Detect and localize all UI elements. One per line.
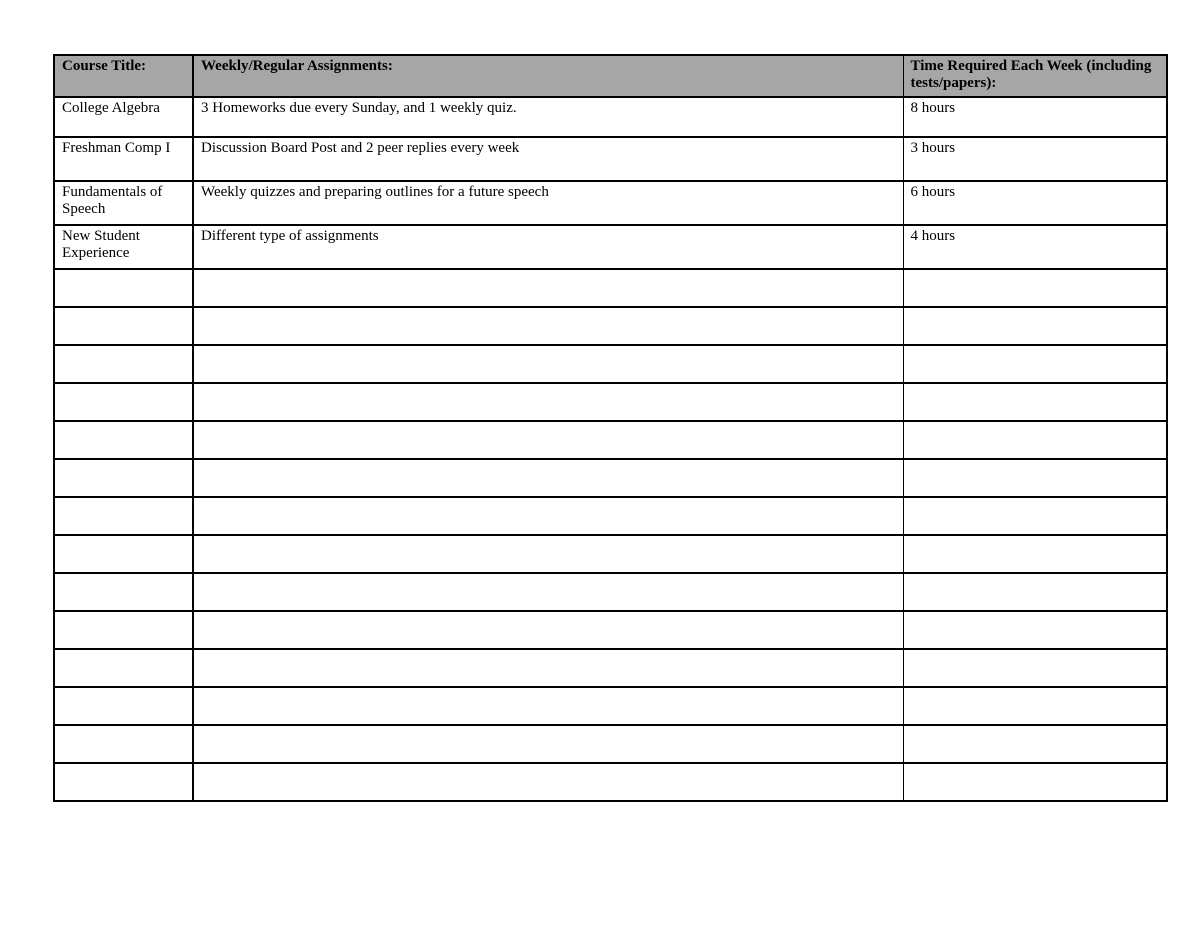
time-required-cell	[903, 421, 1167, 459]
time-required-cell	[903, 535, 1167, 573]
assignments-cell: 3 Homeworks due every Sunday, and 1 weekly quiz.	[193, 97, 903, 137]
time-required-cell	[903, 307, 1167, 345]
table-row	[54, 497, 1167, 535]
header-time-required: Time Required Each Week (including tests/papers):	[903, 55, 1167, 97]
table-row	[54, 181, 1167, 225]
time-required-cell	[903, 725, 1167, 763]
assignments-cell	[193, 725, 903, 763]
assignments-cell	[193, 345, 903, 383]
course-title-cell: Freshman Comp I	[54, 137, 193, 181]
table-row	[54, 345, 1167, 383]
time-required-cell	[903, 459, 1167, 497]
table-row	[54, 459, 1167, 497]
header-course-title: Course Title:	[54, 55, 193, 97]
course-title-cell	[54, 763, 193, 801]
time-required-cell: 3 hours	[903, 137, 1167, 181]
course-title-cell	[54, 725, 193, 763]
assignments-cell	[193, 611, 903, 649]
assignments-cell	[193, 383, 903, 421]
assignments-cell: Different type of assignments	[193, 225, 903, 269]
time-required-cell	[903, 763, 1167, 801]
assignments-cell	[193, 573, 903, 611]
assignments-cell	[193, 649, 903, 687]
assignments-cell	[193, 459, 903, 497]
course-title-cell: Fundamentals of Speech	[54, 181, 193, 225]
table-row	[54, 137, 1167, 181]
time-required-cell	[903, 383, 1167, 421]
course-title-cell	[54, 345, 193, 383]
course-title-cell	[54, 269, 193, 307]
header-row	[54, 55, 1167, 97]
table-row	[54, 97, 1167, 137]
course-title-cell	[54, 649, 193, 687]
course-title-cell	[54, 421, 193, 459]
assignments-cell	[193, 763, 903, 801]
table-row	[54, 725, 1167, 763]
assignments-cell: Discussion Board Post and 2 peer replies every week	[193, 137, 903, 181]
assignments-cell	[193, 269, 903, 307]
time-required-cell	[903, 497, 1167, 535]
course-title-cell: New Student Experience	[54, 225, 193, 269]
time-required-cell: 4 hours	[903, 225, 1167, 269]
course-title-cell	[54, 687, 193, 725]
assignments-cell	[193, 535, 903, 573]
assignments-cell	[193, 421, 903, 459]
course-title-cell	[54, 459, 193, 497]
course-title-cell	[54, 307, 193, 345]
time-required-cell: 6 hours	[903, 181, 1167, 225]
table-row	[54, 383, 1167, 421]
time-required-cell: 8 hours	[903, 97, 1167, 137]
time-required-cell	[903, 573, 1167, 611]
table-row	[54, 307, 1167, 345]
table-row	[54, 535, 1167, 573]
course-title-cell	[54, 573, 193, 611]
table-row	[54, 573, 1167, 611]
time-required-cell	[903, 269, 1167, 307]
time-required-cell	[903, 687, 1167, 725]
table-row	[54, 611, 1167, 649]
course-title-cell	[54, 497, 193, 535]
time-required-cell	[903, 611, 1167, 649]
assignments-cell	[193, 307, 903, 345]
assignments-cell: Weekly quizzes and preparing outlines for a future speech	[193, 181, 903, 225]
course-title-cell	[54, 383, 193, 421]
course-title-cell: College Algebra	[54, 97, 193, 137]
table-row	[54, 687, 1167, 725]
header-weekly-assignments: Weekly/Regular Assignments:	[193, 55, 903, 97]
course-title-cell	[54, 611, 193, 649]
time-required-cell	[903, 345, 1167, 383]
table-row	[54, 269, 1167, 307]
table-row	[54, 421, 1167, 459]
assignments-cell	[193, 497, 903, 535]
course-title-cell	[54, 535, 193, 573]
table-row	[54, 763, 1167, 801]
table-row	[54, 225, 1167, 269]
course-workload-table	[53, 54, 1168, 802]
time-required-cell	[903, 649, 1167, 687]
assignments-cell	[193, 687, 903, 725]
table-row	[54, 649, 1167, 687]
